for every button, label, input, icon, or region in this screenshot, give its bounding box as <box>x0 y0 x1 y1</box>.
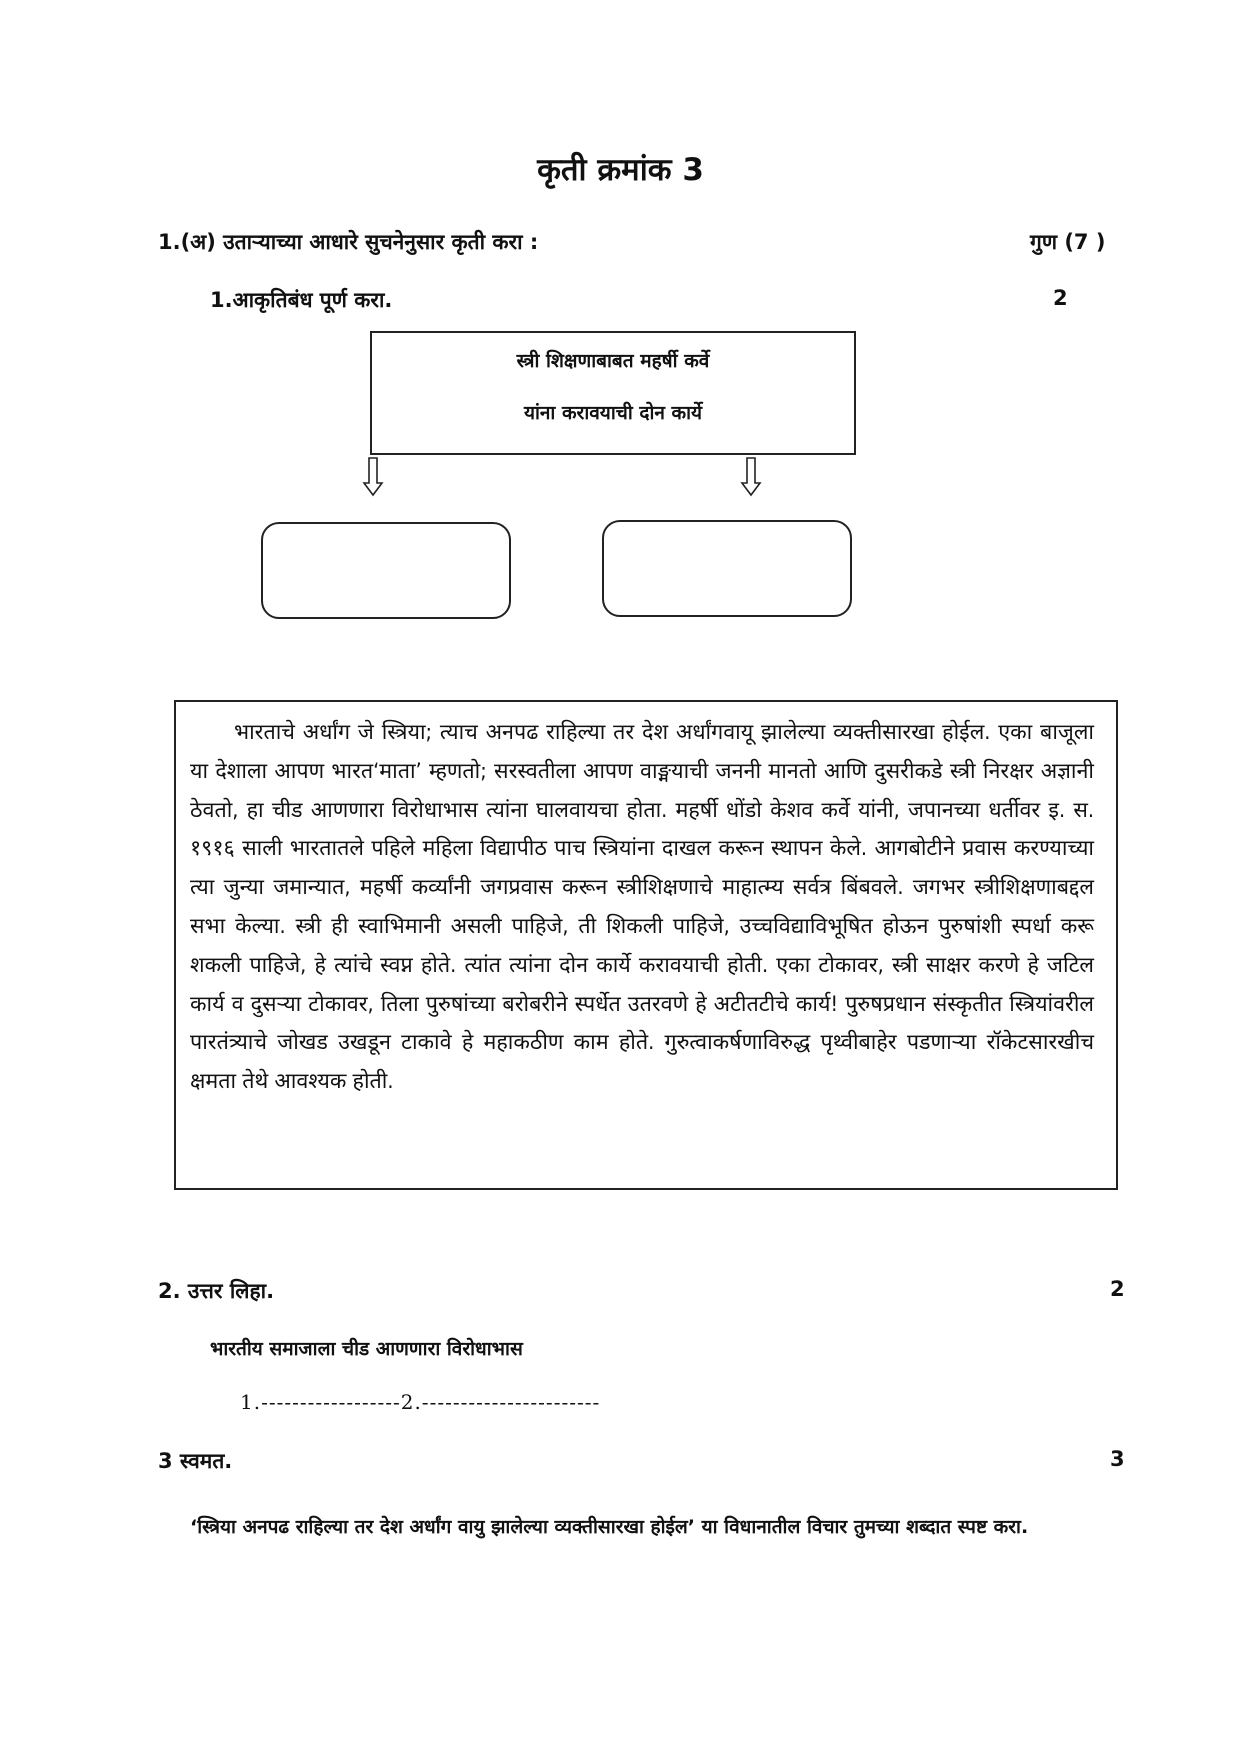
question-2-prompt: भारतीय समाजाला चीड आणणारा विरोधाभास <box>210 1338 523 1360</box>
concept-map-top-box <box>370 331 856 455</box>
question-1a-label: 1.(अ) उताऱ्याच्या आधारे सुचनेनुसार कृती करा : <box>158 230 539 254</box>
question-2-answer-lines[interactable]: 1.------------------2.----------------------- <box>240 1390 601 1414</box>
question-2-marks: 2 <box>1110 1277 1125 1301</box>
passage-box <box>174 700 1118 1190</box>
concept-map-box-line-2: यांना करावयाची दोन कार्ये <box>523 402 703 424</box>
question-3-label: 3 स्वमत. <box>158 1449 233 1473</box>
question-2-label: 2. उत्तर लिहा. <box>158 1279 275 1303</box>
answer-box-right[interactable] <box>602 520 852 617</box>
concept-map-box-line-1: स्त्री शिक्षणाबाबत महर्षी कर्वे <box>516 350 710 372</box>
down-arrow-icon <box>362 457 384 497</box>
question-1-1-label: 1.आकृतिबंध पूर्ण करा. <box>210 288 393 312</box>
question-1a-marks: गुण (7 ) <box>1030 230 1106 254</box>
passage-text: भारताचे अर्धांग जे स्त्रिया; त्याच अनपढ राहिल्या तर देश अर्धांगवायू झालेल्या व्यक्तीसारखा होईल. एका बाजूला या देशाला आपण भारत‘माता’ म्हणतो; सरस्वतीला आपण वाङ्मयाची जननी मानतो आणि दुसरीकडे स्त्री निरक्षर अज्ञानी ठेवतो, हा चीड आणणारा विरोधाभास त्यांना घालवायचा होता. महर्षी धोंडो केशव कर्वे यांनी, जपानच्या धर्तीवर इ. स. १९१६ साली भारतातले पहिले महिला विद्यापीठ पाच स्त्रियांना दाखल करून स्थापन केले. आगबोटीने प्रवास करण्याच्या त्या जुन्या जमान्यात, महर्षी कर्व्यांनी जगप्रवास करून स्त्रीशिक्षणाचे माहात्म्य सर्वत्र बिंबवले. जगभर स्त्रीशिक्षणाबद्दल सभा केल्या. स्त्री ही स्वाभिमानी असली पाहिजे, ती शिकली पाहिजे, उच्चविद्याविभूषित होऊन पुरुषांशी स्पर्धा करू शकली पाहिजे, हे त्यांचे स्वप्न होते. त्यांत त्यांना दोन कार्ये करावयाची होती. एका टोकावर, स्त्री साक्षर करणे हे जटिल कार्य व दुसऱ्या टोकावर, तिला पुरुषांच्या बरोबरीने स्पर्धेत उतरवणे हे अटीतटीचे कार्य! पुरुषप्रधान संस्कृतीत स्त्रियांवरील पारतंत्र्याचे जोखड उखडून टाकावे हे महाकठीण काम होते. गुरुत्वाकर्षणाविरुद्ध पृथ्वीबाहेर पडणाऱ्या रॉकेटसारखीच क्षमता तेथे आवश्यक होती. <box>190 720 1095 1095</box>
down-arrow-icon <box>740 457 762 497</box>
question-3-text: ‘स्त्रिया अनपढ राहिल्या तर देश अर्धांग वायु झालेल्या व्यक्तीसारखा होईल’ या विधानातील विचार तुमच्या शब्दात स्पष्ट करा. <box>190 1516 1029 1538</box>
page-title: कृती क्रमांक 3 <box>537 152 704 188</box>
answer-box-left[interactable] <box>261 522 511 619</box>
question-3-marks: 3 <box>1110 1447 1125 1471</box>
question-1-1-marks: 2 <box>1053 286 1068 310</box>
